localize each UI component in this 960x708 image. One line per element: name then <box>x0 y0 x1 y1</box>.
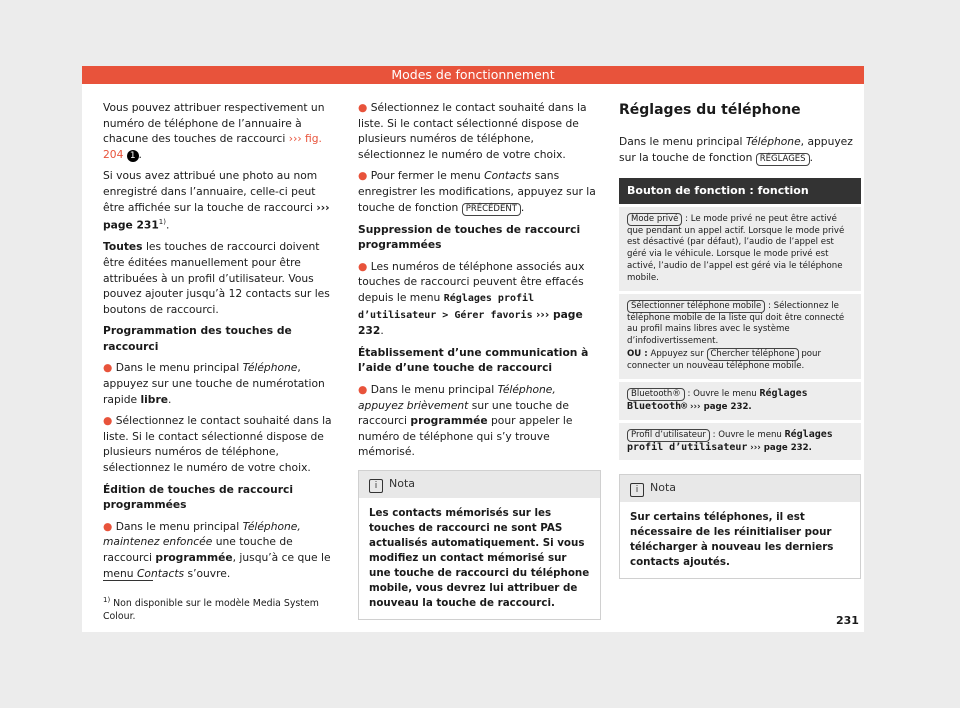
page-number: 231 <box>836 614 859 627</box>
subheading-programmation: Programmation des touches de raccourci <box>103 324 292 353</box>
bullet-item: ● Dans le menu principal Téléphone, appuyez sur une touche de numérotation rapide libre. <box>103 361 325 406</box>
bullet-icon: ● <box>358 169 368 183</box>
paragraph: Si vous avez attribué une photo au nom enregistré dans l’annuaire, celle-ci peut être affichée sur la touche de raccourci ››› page 231$^{1)}$. <box>103 169 330 232</box>
table-row: Bluetooth® : Ouvre le menu Réglages Bluetooth® ››› page 232. <box>619 382 861 420</box>
page-reference[interactable]: ››› page 231 <box>103 200 330 232</box>
subheading-edition: Édition de touches de raccourci programmées <box>103 482 294 512</box>
subheading-etablissement: Établissement d’une communication à l’aide d’une touche de raccourci <box>358 345 589 375</box>
note-box <box>619 474 861 579</box>
key-chercher-telephone[interactable]: Chercher téléphone <box>707 348 799 361</box>
bullet-item: ● Les numéros de téléphone associés aux touches de raccourci peuvent être effacés depuis le menu Réglages profil d’utilisateur > Gérer favoris ››› page 232. <box>358 259 585 338</box>
bullet-icon: ● <box>103 361 113 375</box>
page-reference[interactable]: ››› page 232. <box>750 442 812 453</box>
table-row: Sélectionner téléphone mobile : Sélectionnez le téléphone mobile de la liste qui doit être connecté au profil mains libres avec le système d’infodivertissement. OU : Appuyez sur Chercher téléphone pour connecter un nouveau téléphone mobile. <box>619 294 861 379</box>
figure-reference[interactable]: ››› fig. 204 <box>103 132 322 161</box>
bullet-item: ● Sélectionnez le contact souhaité dans la liste. Si le contact sélectionné dispose de plusieurs numéros de téléphone, sélectionnez le numéro de votre choix. <box>103 414 332 475</box>
table-row: Profil d’utilisateur : Ouvre le menu Réglages profil d’utilisateur ››› page 232. <box>619 423 861 461</box>
bullet-icon: ● <box>103 414 113 428</box>
bullet-icon: ● <box>103 519 113 533</box>
footnote-mark: 1) <box>158 218 166 227</box>
bullet-item: ● Dans le menu principal Téléphone, maintenez enfoncée une touche de raccourci programmée, jusqu’à ce que le menu Contacts s’ouvre. <box>103 519 331 580</box>
paragraph: Dans le menu principal Téléphone, appuyez sur la touche de fonction RÉGLAGES . <box>619 135 853 164</box>
paragraph: Vous pouvez attribuer respectivement un numéro de téléphone de l’annuaire à chacune des touches de raccourci ››› fig. 204 1 . <box>103 101 325 161</box>
callout-number: 1 <box>127 150 139 162</box>
key-mode-prive[interactable]: Mode privé <box>627 213 682 226</box>
table-row: Mode privé : Le mode privé ne peut être activé que pendant un appel actif. Lorsque le mode privé est désactivé (par défaut), l’audio de l’appel est géré via le véhicule. Lorsque le mode privé est activé, l’audio de l’appel est géré via le téléphone mobile. <box>619 207 861 291</box>
function-table <box>619 178 861 461</box>
bullet-icon: ● <box>358 259 368 273</box>
page-reference[interactable]: ››› page 232. <box>689 401 752 412</box>
note-body: Les contacts mémorisés sur les touches de raccourci ne sont PAS actualisés automatiquement. Si vous modifiez un contact mémorisé sur une touche de raccourci du téléphone mobile, vous devrez lui attribuer de nouveau la touche de raccourci. <box>369 506 590 609</box>
key-profil-utilisateur[interactable]: Profil d’utilisateur <box>627 429 710 442</box>
note-header: i Nota <box>620 475 860 502</box>
bullet-item: ● Dans le menu principal Téléphone, appuyez brièvement sur une touche de raccourci programmée pour appeler le numéro de téléphone qui s’y trouve mémorisé. <box>358 382 573 459</box>
section-title: Réglages du téléphone <box>619 102 801 118</box>
bullet-item: ● Sélectionnez le contact souhaité dans la liste. Si le contact sélectionné dispose de plusieurs numéros de téléphone, sélectionnez le numéro de votre choix. <box>358 101 587 161</box>
key-reglages[interactable]: RÉGLAGES <box>756 153 810 166</box>
note-body: Sur certains téléphones, il est nécessaire de les réinitialiser pour télécharger à nouveau les derniers contacts ajoutés. <box>630 511 834 569</box>
key-precedent[interactable]: PRÉCÉDENT <box>462 203 521 216</box>
footnote-rule <box>103 580 153 581</box>
menu-path: Réglages profil d’utilisateur > Gérer favoris <box>358 292 535 321</box>
info-icon: i <box>630 483 644 497</box>
bullet-icon: ● <box>358 101 368 114</box>
page-reference[interactable]: ››› page 232 <box>358 307 583 338</box>
bullet-icon: ● <box>358 382 368 396</box>
bullet-item: ● Pour fermer le menu Contacts sans enregistrer les modifications, appuyez sur la touche de fonction PRÉCÉDENT . <box>358 169 596 214</box>
table-header: Bouton de fonction : fonction <box>619 178 861 204</box>
paragraph: Toutes les touches de raccourci doivent être éditées manuellement pour être attribuées à un profil d’utilisateur. Vous pouvez ajouter jusqu’à 12 contacts sur les boutons de raccourci. <box>103 240 330 316</box>
column-1 <box>103 100 340 587</box>
footnote: $^{1)}$ Non disponible sur le modèle Media System Colour. <box>103 596 319 623</box>
key-selectionner-telephone[interactable]: Sélectionner téléphone mobile <box>627 300 765 313</box>
subheading-suppression: Suppression de touches de raccourci programmées <box>358 222 581 252</box>
info-icon: i <box>369 479 383 493</box>
note-header: i Nota <box>359 471 600 498</box>
section-banner: Modes de fonctionnement <box>82 66 864 84</box>
key-bluetooth[interactable]: Bluetooth® <box>627 388 685 401</box>
note-box <box>358 470 601 620</box>
column-3 <box>619 100 861 579</box>
column-2 <box>358 100 601 620</box>
